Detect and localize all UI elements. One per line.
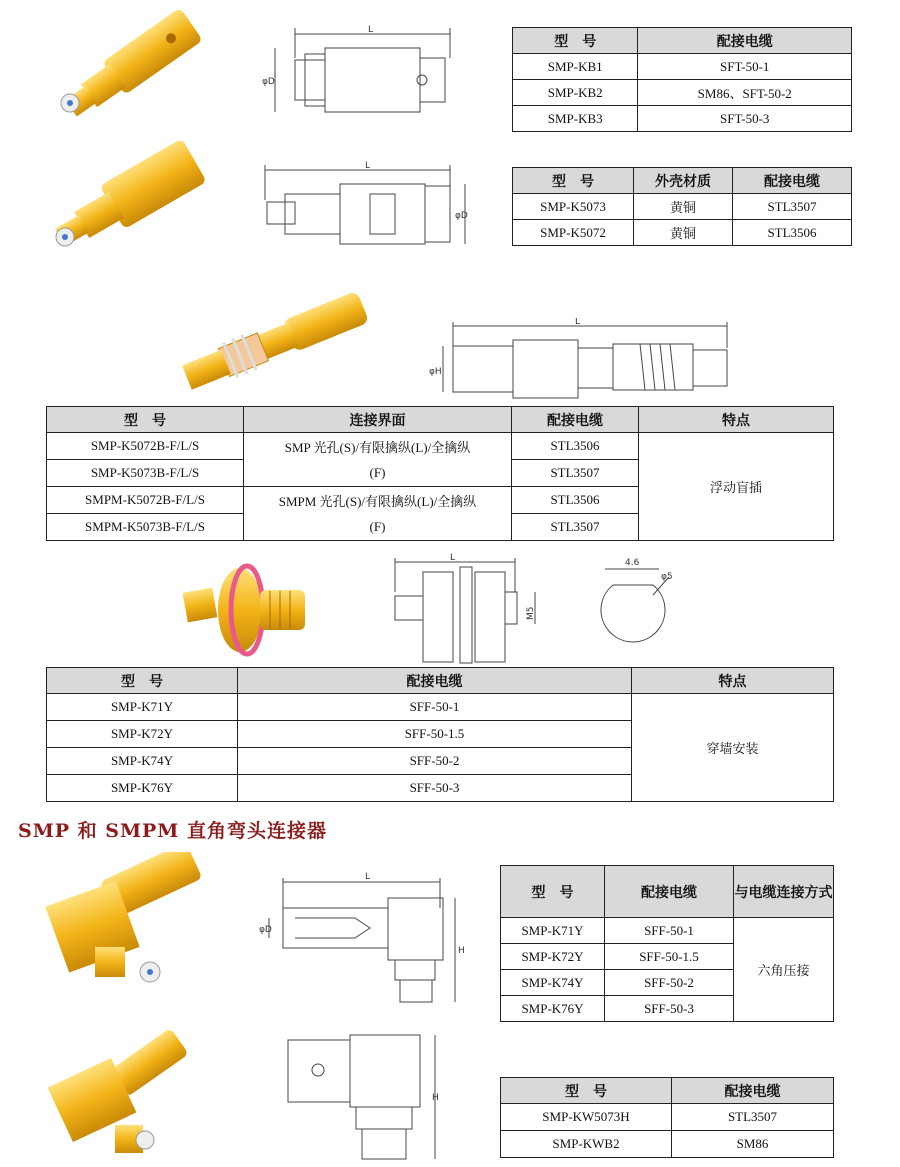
col-model: 型 号 [47,668,238,694]
table-cell: SMP-KB2 [513,80,638,106]
table-cell-method: 六角压接 [734,918,834,1022]
col-model: 型 号 [501,1078,672,1104]
table-cell: SMP-K74Y [47,748,238,775]
product-image-smp-kb [40,5,220,130]
product-image-smp-k7xy-bulkhead [175,555,315,665]
col-feature: 特点 [632,668,834,694]
table-smp-k7xy-right-angle [500,865,834,1022]
table-cell: 黄铜 [634,194,733,220]
svg-text:φD: φD [455,211,468,221]
drawing-smp-k7xy-right-angle [255,868,475,1008]
table-cell: SMP 光孔(S)/有限擒纵(L)/全擒纵 [244,433,512,460]
table-cell: SMPM-K5073B-F/L/S [47,514,244,541]
section-heading: SMP 和 SMPM 直角弯头连接器 [18,820,327,842]
product-image-smp-k507xb [165,285,385,400]
table-cell: 黄铜 [634,220,733,246]
table-cell: SMP-K72Y [47,721,238,748]
col-material: 外壳材质 [634,168,733,194]
col-model: 型 号 [501,866,605,918]
col-cable: 配接电缆 [733,168,852,194]
col-model: 型 号 [513,28,638,54]
table-cell: SMP-K72Y [501,944,605,970]
drawing-smp-kb [260,18,470,138]
table-smp-k7xy [46,667,834,802]
table-cell: (F) [244,460,512,487]
col-cable: 配接电缆 [672,1078,834,1104]
table-smp-kw [500,1077,834,1158]
table-cell: SMP-K5072 [513,220,634,246]
col-feature: 特点 [639,407,834,433]
table-smp-k507xb [46,406,834,541]
table-cell: SMP-KW5073H [501,1104,672,1131]
drawing-smp-k7xy [385,552,545,667]
table-cell-feature: 穿墙安装 [632,694,834,802]
table-cell: SM86、SFT-50-2 [638,80,852,106]
svg-text:4.6: 4.6 [625,558,640,568]
table-cell: (F) [244,514,512,541]
table-cell: SMP-K5073B-F/L/S [47,460,244,487]
table-cell: SFF-50-3 [238,775,632,802]
table-cell: SFF-50-2 [238,748,632,775]
table-cell: STL3507 [512,460,639,487]
col-interface: 连接界面 [244,407,512,433]
product-image-smp-kw [45,1030,195,1160]
svg-text:φ5: φ5 [661,572,673,582]
table-cell: SFF-50-1 [605,918,734,944]
col-cable: 配接电缆 [638,28,852,54]
table-cell: STL3507 [512,514,639,541]
table-cell: SFF-50-2 [605,970,734,996]
drawing-smp-k507xb [425,318,735,408]
drawing-smp-k507x [255,160,485,260]
col-cable: 配接电缆 [512,407,639,433]
table-cell: SFF-50-1 [238,694,632,721]
table-cell: STL3506 [512,487,639,514]
table-cell: SMP-K71Y [501,918,605,944]
product-image-smp-k7xy-right-angle [40,852,220,992]
table-cell: SFF-50-1.5 [605,944,734,970]
table-cell: SMPM-K5072B-F/L/S [47,487,244,514]
table-cell: SFF-50-3 [605,996,734,1022]
svg-text:H: H [458,946,465,956]
table-cell: SMP-K71Y [47,694,238,721]
svg-text:M5: M5 [526,606,536,620]
table-cell: SMP-K5072B-F/L/S [47,433,244,460]
product-image-smp-k507x [35,140,215,260]
svg-text:H: H [432,1093,439,1103]
table-cell: SM86 [672,1131,834,1158]
table-smp-k507x [512,167,852,246]
table-cell: SMP-K5073 [513,194,634,220]
drawing-smp-k7xy-panel-cutout [595,555,685,655]
table-smp-kb [512,27,852,132]
col-cable: 配接电缆 [238,668,632,694]
svg-text:L: L [368,25,374,35]
svg-text:L: L [365,872,371,882]
table-cell: STL3507 [733,194,852,220]
table-cell: SMP-K76Y [47,775,238,802]
svg-text:φD: φD [259,925,272,935]
table-cell: SFF-50-1.5 [238,721,632,748]
table-cell: SMP-K74Y [501,970,605,996]
table-cell: STL3507 [672,1104,834,1131]
svg-text:L: L [365,161,371,171]
table-cell: STL3506 [512,433,639,460]
svg-text:L: L [450,553,456,563]
table-cell: SMP-KB1 [513,54,638,80]
table-cell: SMPM 光孔(S)/有限擒纵(L)/全擒纵 [244,487,512,514]
table-cell-feature: 浮动盲插 [639,433,834,541]
col-model: 型 号 [47,407,244,433]
col-cable: 配接电缆 [605,866,734,918]
table-cell: SMP-KB3 [513,106,638,132]
table-cell: SMP-KWB2 [501,1131,672,1158]
col-model: 型 号 [513,168,634,194]
table-cell: SFT-50-3 [638,106,852,132]
table-cell: SFT-50-1 [638,54,852,80]
table-cell: SMP-K76Y [501,996,605,1022]
svg-text:L: L [575,318,581,327]
svg-text:φH: φH [429,367,442,377]
col-connection-method: 与电缆连接方式 [734,866,834,918]
drawing-smp-kw [280,1030,450,1165]
svg-text:φD: φD [262,77,275,87]
table-cell: STL3506 [733,220,852,246]
